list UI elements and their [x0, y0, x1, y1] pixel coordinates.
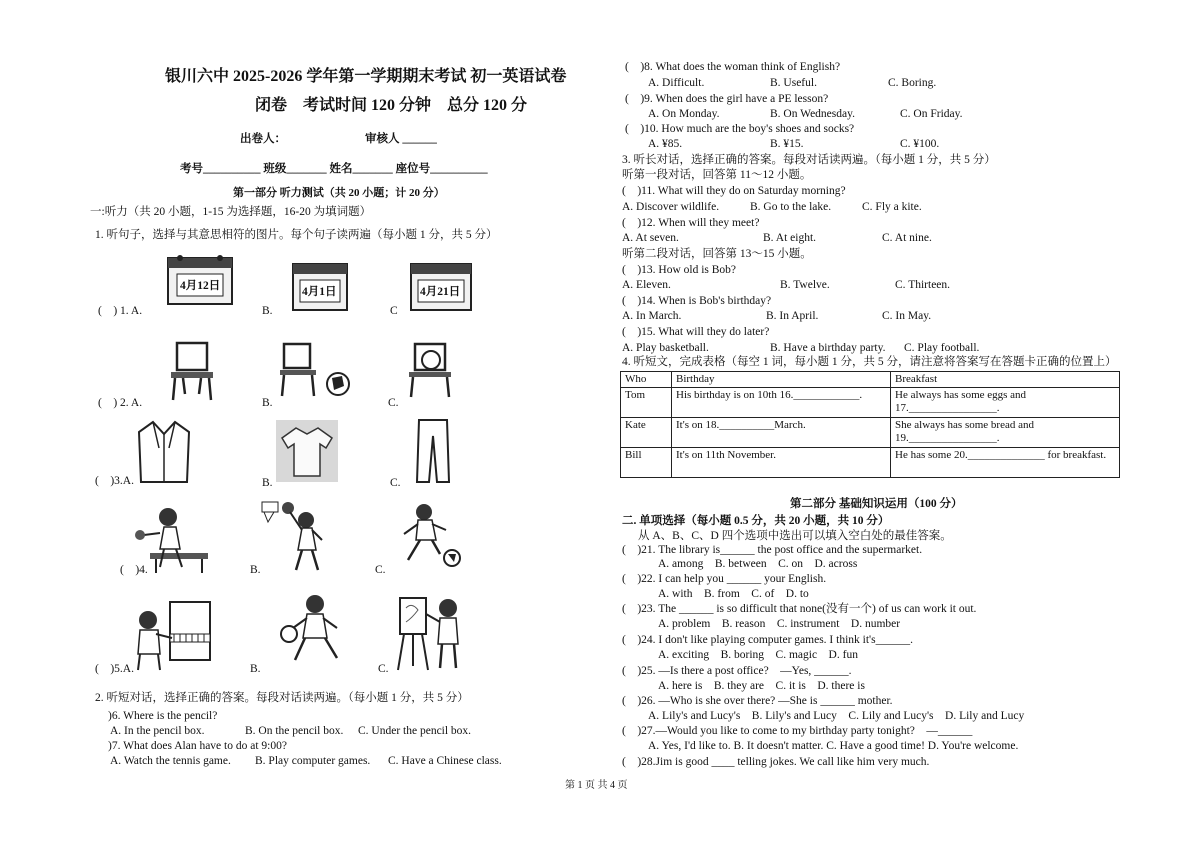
q9-option-b: B. On Wednesday. — [770, 108, 855, 120]
q26-options: A. Lily's and Lucy's B. Lily's and Lucy C. Lily and Lucy's D. Lily and Lucy — [648, 710, 1025, 722]
q23-options: A. problem B. reason C. instrument D. number — [658, 618, 901, 630]
q22-question: ( )22. I can help you ______ your English. — [622, 573, 827, 585]
table-row — [621, 448, 1120, 478]
page-footer: 第 1 页 共 4 页 — [565, 780, 628, 791]
part2-heading: 第二部分 基础知识运用（100 分） — [790, 498, 963, 510]
q2-option-b: B. — [262, 397, 273, 409]
table-header-cell: Who — [621, 372, 672, 388]
q15-option-b: B. Have a birthday party. — [770, 342, 886, 354]
q10-option-a: A. ¥85. — [648, 138, 683, 150]
table-cell: Bill — [621, 448, 672, 478]
q22-options: A. with B. from C. of D. to — [658, 588, 809, 600]
q14-option-b: B. In April. — [766, 310, 819, 322]
section4-heading: 4. 听短文，完成表格（每空 1 词，每小题 1 分，共 5 分，请注意将答案写在答题卡正确的位置上） — [622, 356, 1117, 368]
table-cell: Kate — [621, 418, 672, 448]
q13-option-c: C. Thirteen. — [895, 279, 951, 291]
q7-option-c: C. Have a Chinese class. — [388, 755, 502, 767]
section3-heading: 3. 听长对话，选择正确的答案。每段对话读两遍。（每小题 1 分，共 5 分） — [622, 154, 996, 166]
dialogue1-note: 听第一段对话，回答第 11～12 小题。 — [622, 169, 812, 181]
q2-label: ( ) 2. A. — [98, 397, 143, 409]
calendar-picture-a — [165, 252, 235, 307]
q9-option-a: A. On Monday. — [648, 108, 720, 120]
q2-option-c: C. — [388, 397, 399, 409]
q24-question: ( )24. I don't like playing computer games. I think it's______. — [622, 634, 913, 646]
q1-instruction: 1. 听句子，选择与其意思相符的图片。每个句子读两遍（每小题 1 分，共 5 分） — [95, 229, 498, 241]
q6-question: )6. Where is the pencil? — [108, 710, 218, 722]
q5-option-c: C. — [378, 663, 389, 675]
ping-pong-picture-a — [130, 503, 210, 575]
q27-question: ( )27.—Would you like to come to my birthday party tonight? —______ — [622, 725, 973, 737]
calendar-b-date: 4月1日 — [302, 286, 337, 298]
q3-option-c: C. — [390, 477, 401, 489]
q1-label: ( ) 1. A. — [98, 305, 143, 317]
chair-and-ball-picture-b — [276, 340, 356, 400]
piano-picture-a — [130, 598, 212, 674]
q24-options: A. exciting B. boring C. magic D. fun — [658, 649, 858, 661]
football-picture-c — [390, 500, 468, 570]
q6-option-a: A. In the pencil box. — [110, 725, 205, 737]
q12-option-a: A. At seven. — [622, 232, 679, 244]
q8-option-a: A. Difficult. — [648, 77, 705, 89]
q14-option-a: A. In March. — [622, 310, 682, 322]
calendar-picture-c — [408, 258, 474, 313]
calendar-a-date: 4月12日 — [180, 280, 221, 292]
q25-question: ( )25. —Is there a post office? —Yes, ______. — [622, 665, 852, 677]
q13-option-b: B. Twelve. — [780, 279, 830, 291]
q12-option-c: C. At nine. — [882, 232, 932, 244]
table-header-cell: Birthday — [672, 372, 891, 388]
table-header-row — [621, 372, 1120, 388]
listening-table — [620, 371, 1120, 478]
section5-instruction: 从 A、B、C、D 四个选项中选出可以填入空白处的最佳答案。 — [638, 530, 952, 542]
exam-subtitle: 闭卷 考试时间 120 分钟 总分 120 分 — [255, 97, 528, 114]
q9-question: ( )9. When does the girl have a PE lesson? — [625, 93, 829, 105]
trousers-picture-c — [415, 418, 451, 484]
table-cell: He has some 20.______________ for breakfast. — [891, 448, 1120, 478]
basketball-picture-b — [260, 498, 340, 574]
q4-label: ( )4. — [120, 564, 148, 576]
section2-heading: 2. 听短对话，选择正确的答案。每段对话读两遍。（每小题 1 分，共 5 分） — [95, 692, 469, 704]
q1-option-b: B. — [262, 305, 273, 317]
table-row — [621, 418, 1120, 448]
q10-option-b: B. ¥15. — [770, 138, 804, 150]
q3-label: ( )3.A. — [95, 475, 134, 487]
q25-options: A. here is B. they are C. it is D. there is — [658, 680, 865, 692]
table-cell: His birthday is on 10th 16.____________. — [672, 388, 891, 418]
table-cell: It's on 18.__________March. — [672, 418, 891, 448]
table-cell: It's on 11th November. — [672, 448, 891, 478]
calendar-c-date: 4月21日 — [420, 286, 461, 298]
q13-question: ( )13. How old is Bob? — [622, 264, 737, 276]
q21-question: ( )21. The library is______ the post office and the supermarket. — [622, 544, 923, 556]
q7-question: )7. What does Alan have to do at 9:00? — [108, 740, 287, 752]
section1-heading: 一:听力（共 20 小题，1-15 为选择题，16-20 为填词题） — [90, 206, 372, 218]
q12-question: ( )12. When will they meet? — [622, 217, 760, 229]
q3-option-b: B. — [262, 477, 273, 489]
q4-option-b: B. — [250, 564, 261, 576]
q4-option-c: C. — [375, 564, 386, 576]
q7-option-a: A. Watch the tennis game. — [110, 755, 231, 767]
q1-option-c: C — [390, 305, 398, 317]
q8-question: ( )8. What does the woman think of English? — [625, 61, 841, 73]
q11-option-a: A. Discover wildlife. — [622, 201, 720, 213]
table-cell: Tom — [621, 388, 672, 418]
q8-option-b: B. Useful. — [770, 77, 817, 89]
table-cell: She always has some bread and 19.________________. — [891, 418, 1120, 448]
reviewer-label: 审核人 ______ — [365, 133, 437, 145]
q11-option-c: C. Fly a kite. — [862, 201, 922, 213]
tshirt-picture-b — [276, 420, 338, 482]
setter-label: 出卷人： — [240, 133, 286, 145]
q15-option-c: C. Play football. — [904, 342, 980, 354]
q14-question: ( )14. When is Bob's birthday? — [622, 295, 772, 307]
q9-option-c: C. On Friday. — [900, 108, 963, 120]
q10-question: ( )10. How much are the boy's shoes and socks? — [625, 123, 855, 135]
q15-question: ( )15. What will they do later? — [622, 326, 770, 338]
exam-title: 银川六中 2025-2026 学年第一学期期末考试 初一英语试卷 — [165, 68, 567, 85]
q27-options: A. Yes, I'd like to. B. It doesn't matter. C. Have a good time! D. You're welcome. — [648, 740, 1019, 752]
q10-option-c: C. ¥100. — [900, 138, 940, 150]
q26-question: ( )26. —Who is she over there? —She is ______ mother. — [622, 695, 893, 707]
q23-question: ( )23. The ______ is so difficult that none(没有一个) of us can work it out. — [622, 603, 977, 615]
q15-option-a: A. Play basketball. — [622, 342, 709, 354]
q14-option-c: C. In May. — [882, 310, 932, 322]
q5-option-b: B. — [250, 663, 261, 675]
q6-option-c: C. Under the pencil box. — [358, 725, 472, 737]
q7-option-b: B. Play computer games. — [255, 755, 371, 767]
q21-options: A. among B. between C. on D. across — [658, 558, 858, 570]
chair-picture-a — [165, 338, 220, 403]
football-picture-b — [275, 592, 355, 668]
table-row — [621, 388, 1120, 418]
q8-option-c: C. Boring. — [888, 77, 937, 89]
q6-option-b: B. On the pencil box. — [245, 725, 344, 737]
calendar-picture-b — [290, 258, 350, 313]
q12-option-b: B. At eight. — [763, 232, 817, 244]
q28-question: ( )28.Jim is good ____ telling jokes. We call like him very much. — [622, 756, 930, 768]
jacket-picture-a — [135, 418, 193, 486]
part1-heading: 第一部分 听力测试（共 20 小题；计 20 分） — [233, 187, 445, 199]
ball-on-chair-picture-c — [405, 340, 460, 400]
q5-label: ( )5.A. — [95, 663, 134, 675]
painting-picture-c — [390, 592, 470, 672]
q11-question: ( )11. What will they do on Saturday morning? — [622, 185, 846, 197]
dialogue2-note: 听第二段对话，回答第 13～15 小题。 — [622, 248, 812, 260]
table-cell: He always has some eggs and 17.________________. — [891, 388, 1120, 418]
student-info-line: 考号__________ 班级_______ 姓名_______ 座位号__________ — [180, 163, 488, 175]
section5-heading: 二. 单项选择（每小题 0.5 分，共 20 小题，共 10 分） — [622, 515, 890, 527]
table-header-cell: Breakfast — [891, 372, 1120, 388]
q11-option-b: B. Go to the lake. — [750, 201, 832, 213]
q13-option-a: A. Eleven. — [622, 279, 671, 291]
